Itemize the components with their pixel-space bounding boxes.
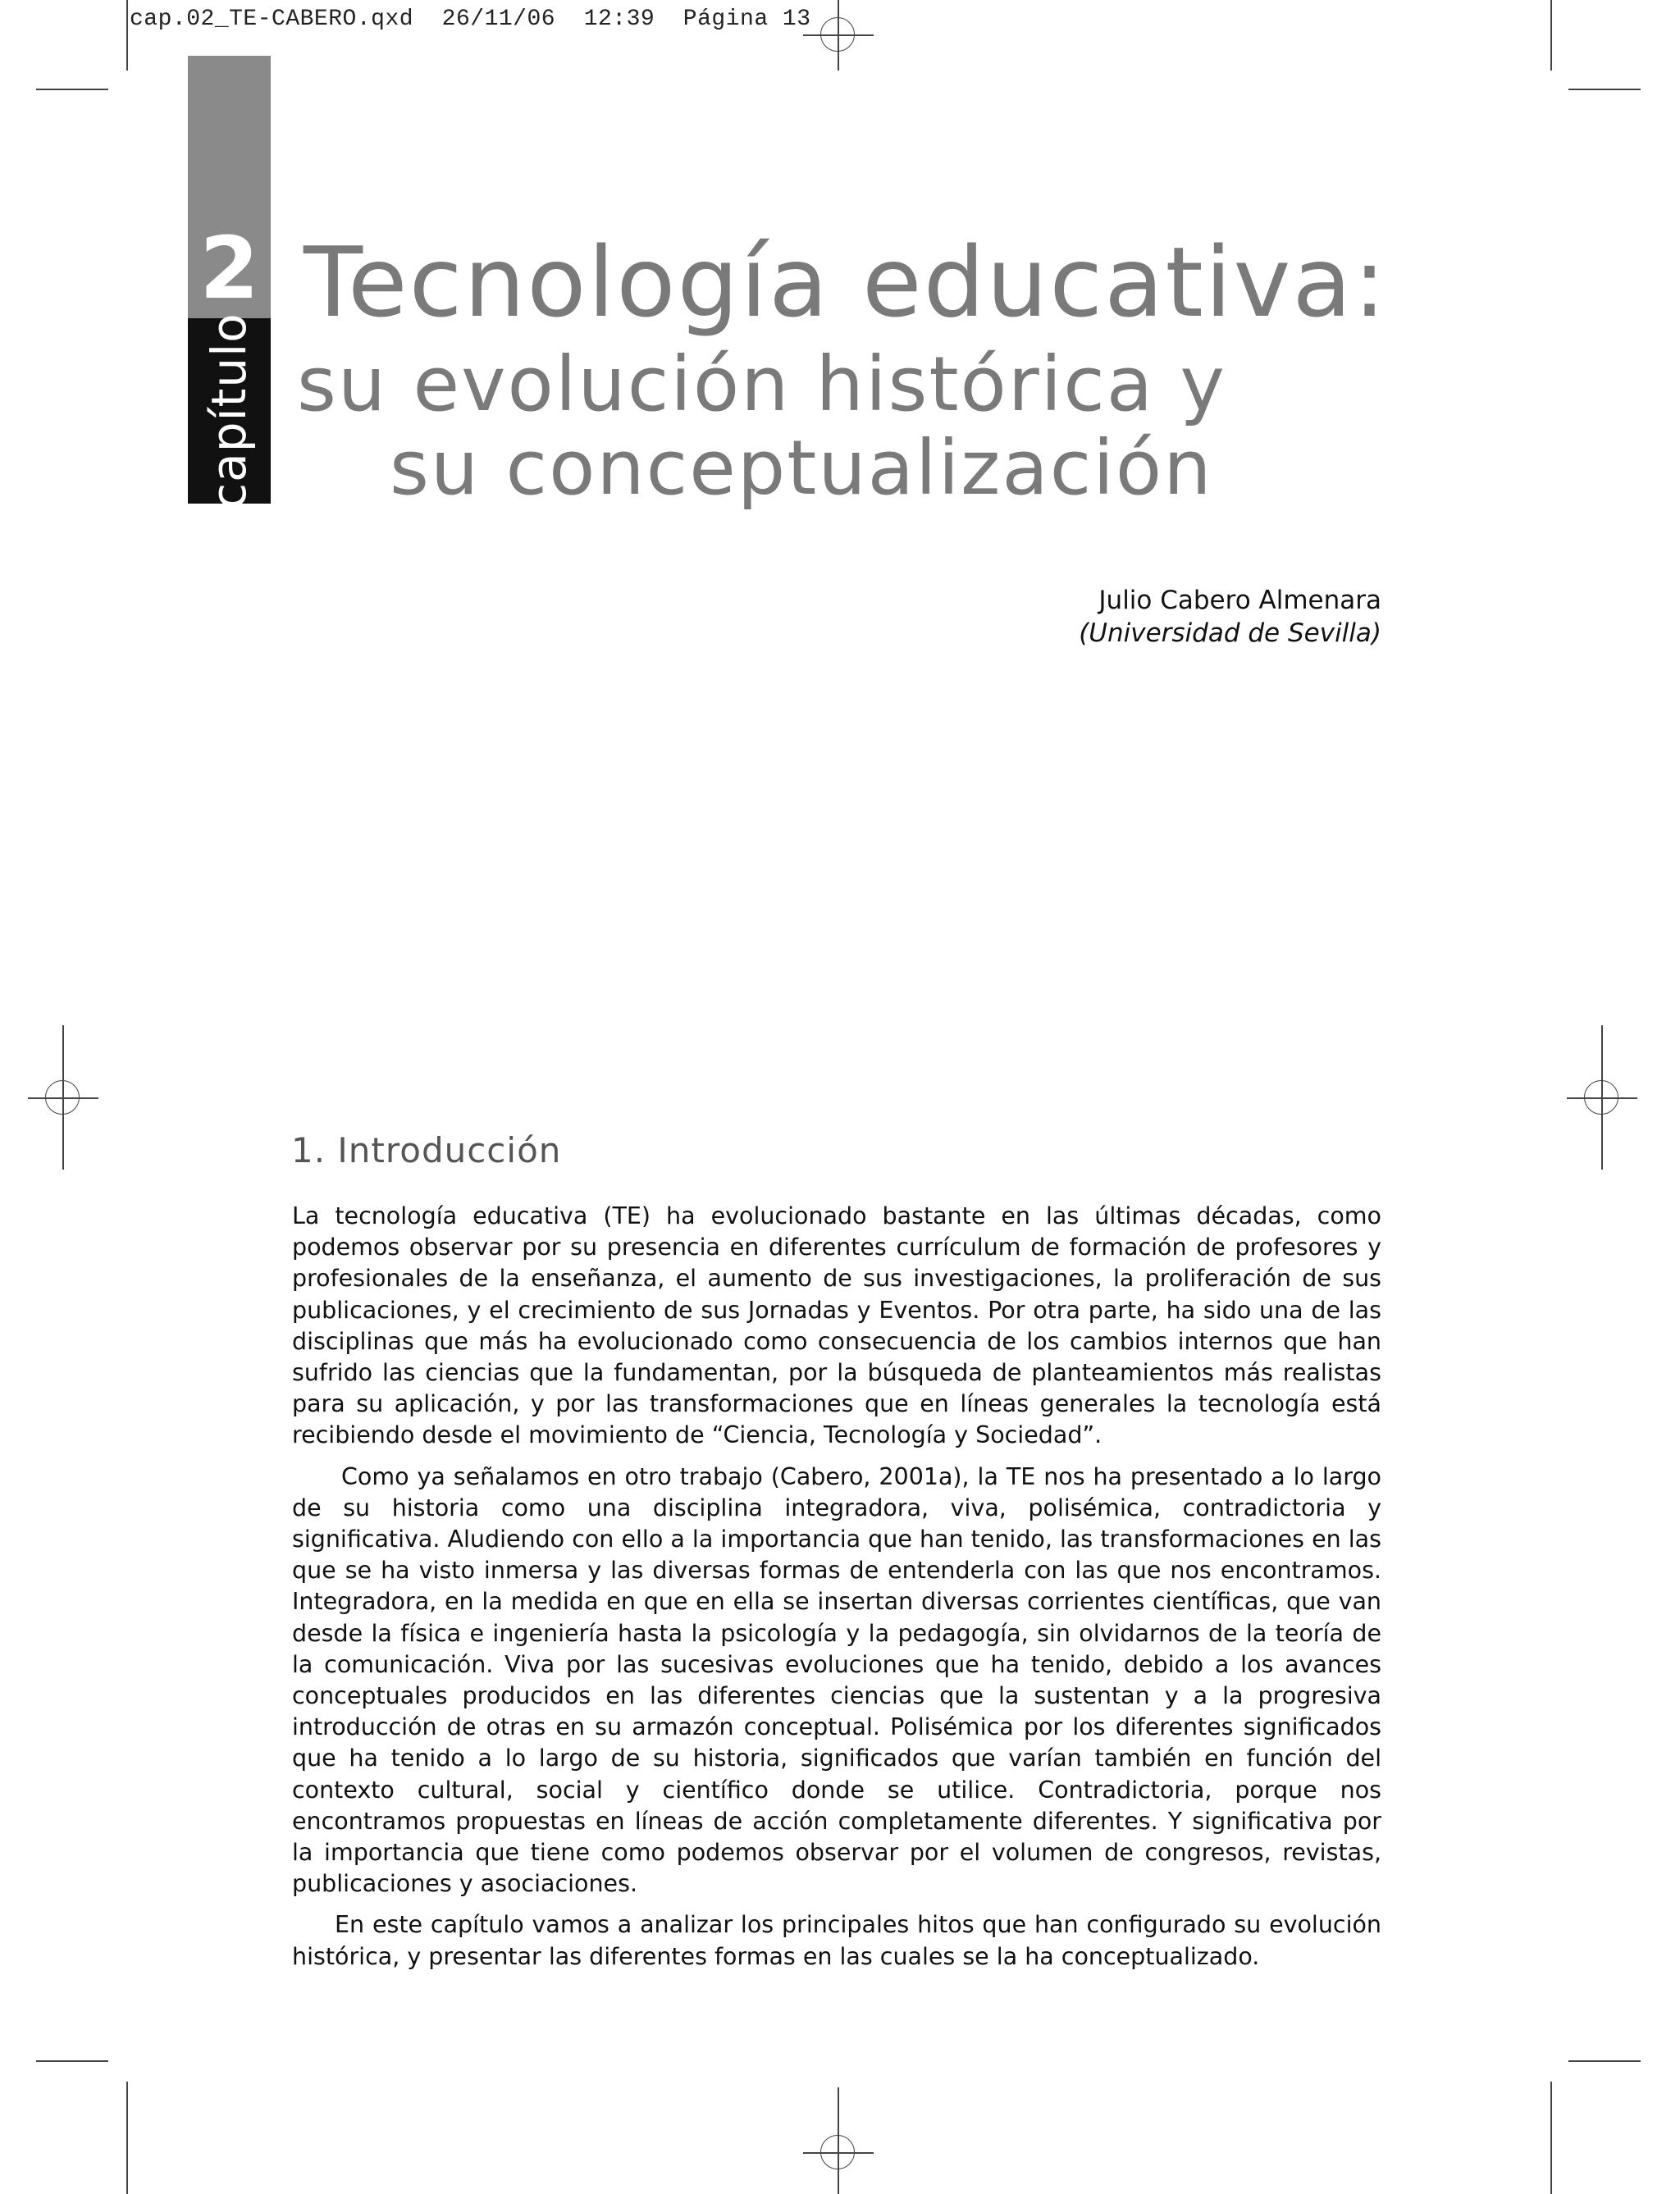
chapter-subtitle-line1: su evolución histórica y: [297, 340, 1226, 428]
registration-mark-left-vertical-extension: [62, 1025, 64, 1170]
author-affiliation: (Universidad de Sevilla): [1079, 618, 1381, 648]
crop-mark-top-left-vertical: [126, 0, 128, 71]
registration-mark-right-vertical-extension: [1601, 1025, 1603, 1170]
crop-mark-bottom-left-vertical: [126, 2082, 128, 2194]
paragraph-2: Como ya señalamos en otro trabajo (Cabero, 2001a), la TE nos ha presentado a lo largo de su historia como una disciplina integradora, viva, polisémica, contradictoria y significativa. Aludiendo con ello a la importancia que han tenido, las transformaciones en las que se ha visto inmersa y las diversas formas de entenderla con las que nos encontramos. Integradora, en la medida en que en ella se insertan diversas corrientes científicas, que van desde la física e ingeniería hasta la psicología y la pedagogía, sin olvidarnos de la teoría de la comunicación. Viva por las sucesivas evoluciones que ha tenido, debido a los avances conceptuales producidos en las diferentes ciencias que la sustentan y a la progresiva introducción de otras en su armazón conceptual. Polisémica por los diferentes significados que ha tenido a lo largo de su historia, significados que varían también en función del contexto cultural, social y científico donde se utilice. Contradictoria, porque nos encontramos propuestas en líneas de acción completamente diferentes. Y significativa por la importancia que tiene como podemos observar por el volumen de congresos, revistas, publicaciones y asociaciones.: [292, 1462, 1381, 1898]
crop-mark-top-right-horizontal: [1568, 89, 1641, 90]
chapter-title: Tecnología educativa:: [304, 226, 1388, 339]
crop-mark-top-left-horizontal: [36, 89, 108, 90]
chapter-number: 2: [199, 218, 259, 318]
author-block: [1079, 584, 1381, 650]
crop-mark-bottom-left-horizontal: [36, 2060, 108, 2062]
registration-mark-top: [803, 0, 874, 71]
crop-mark-bottom-right-vertical: [1550, 2082, 1552, 2194]
body-text: [292, 1201, 1381, 1973]
crop-mark-bottom-right-horizontal: [1568, 2060, 1641, 2062]
slug-line: cap.02_TE-CABERO.qxd 26/11/06 12:39 Página 13: [130, 7, 811, 32]
chapter-label: capítulo: [201, 312, 257, 509]
crop-mark-top-right-vertical: [1550, 0, 1552, 71]
section-heading: 1. Introducción: [291, 1130, 562, 1170]
registration-mark-bottom-vertical-extension: [838, 2087, 839, 2194]
paragraph-1: La tecnología educativa (TE) ha evolucionado bastante en las últimas décadas, como podemos observar por su presencia en diferentes currículum de formación de profesores y profesionales de la enseñanza, el aumento de sus investigaciones, la proliferación de sus publicaciones, y el crecimiento de sus Jornadas y Eventos. Por otra parte, ha sido una de las disciplinas que más ha evolucionado como consecuencia de los cambios internos que han sufrido las ciencias que la fundamentan, por la búsqueda de planteamientos más realistas para su aplicación, y por las transformaciones que en líneas generales la tecnología está recibiendo desde el movimiento de “Ciencia, Tecnología y Sociedad”.: [292, 1202, 1381, 1449]
author-name: Julio Cabero Almenara: [1098, 586, 1381, 615]
paragraph-3: En este capítulo vamos a analizar los principales hitos que han configurado su evolución histórica, y presentar las diferentes formas en las cuales se la ha conceptualizado.: [292, 1911, 1381, 1970]
chapter-subtitle-line2: su conceptualización: [390, 424, 1213, 512]
